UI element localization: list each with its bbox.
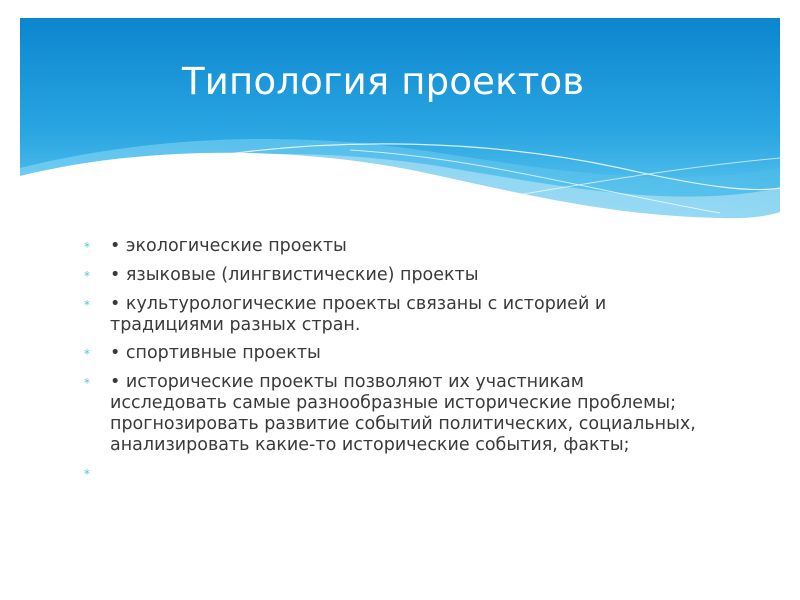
list-item (84, 294, 704, 336)
header-wave-background (20, 18, 780, 228)
bullet-marker-icon: * (84, 376, 90, 390)
list-item-text: • культурологические проекты связаны с историей и традициями разных стран. (110, 294, 607, 335)
list-item-text: • языковые (лингвистические) проекты (110, 265, 479, 285)
bullet-marker-icon: * (84, 298, 90, 312)
list-item (84, 372, 704, 456)
slide-title: Типология проектов (182, 60, 585, 103)
bullet-marker-icon: * (84, 240, 90, 254)
bullet-marker-icon: * (84, 347, 90, 361)
list-item-text: • экологические проекты (110, 236, 347, 256)
list-item (84, 343, 704, 365)
bullet-marker-icon: * (84, 269, 90, 283)
list-item (84, 236, 704, 258)
list-item-text: • исторические проекты позволяют их участникам исследовать самые разнообразные исторические проблемы; прогнозировать развитие событий политических, социальных, анализировать какие-то исторические события, факты; (110, 372, 696, 455)
slide-content (84, 236, 704, 492)
bullet-marker-icon: * (84, 467, 90, 481)
bullet-list (84, 236, 704, 485)
list-item-empty (84, 463, 704, 485)
wave-graphic (20, 18, 780, 228)
list-item (84, 265, 704, 287)
list-item-text: • спортивные проекты (110, 343, 321, 363)
